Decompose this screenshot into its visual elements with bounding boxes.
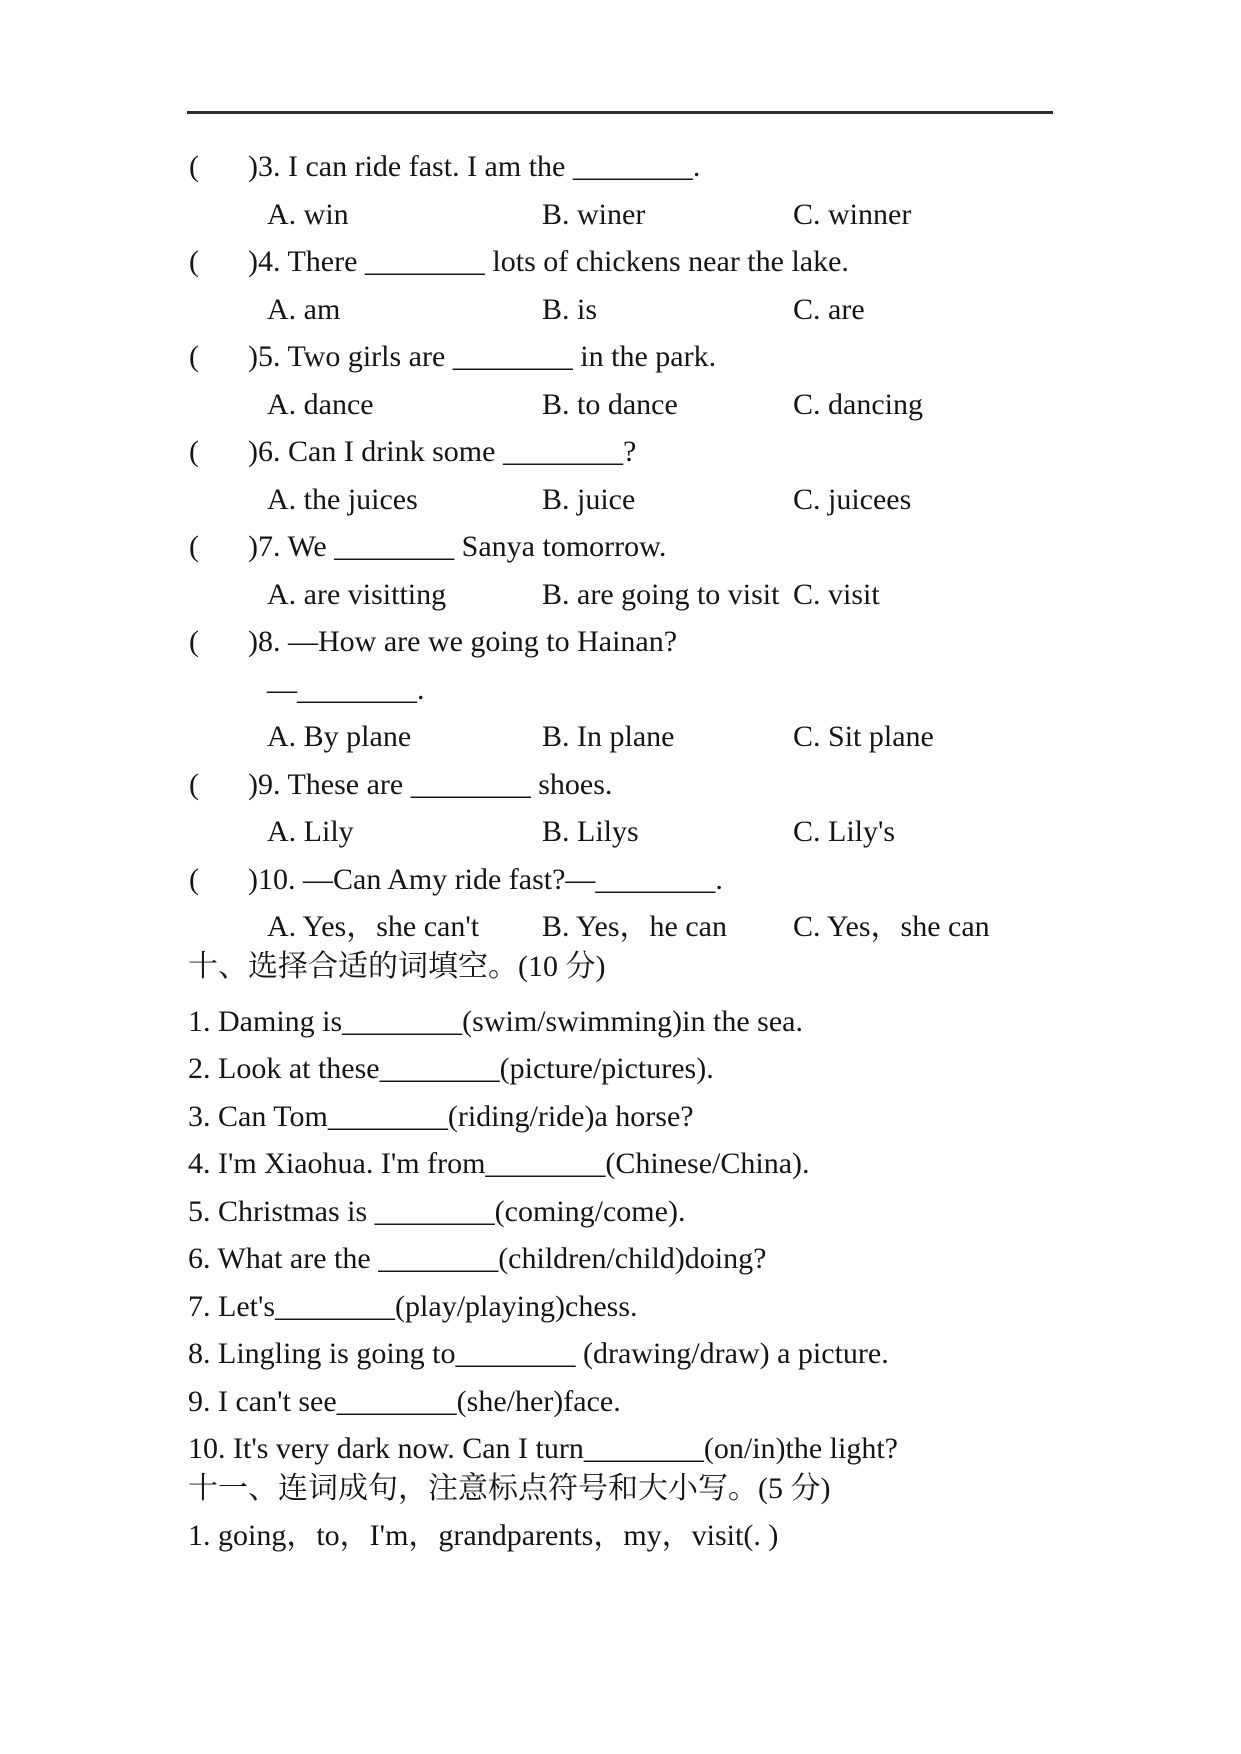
section-title: 十一、连词成句，注意标点符号和大小写。(5 分) bbox=[188, 1472, 831, 1505]
mc-options-5 bbox=[0, 388, 1241, 424]
mc-question-7 bbox=[0, 530, 1241, 566]
rearrange-item-1 bbox=[0, 1519, 1241, 1555]
option-a: A. the juices bbox=[267, 483, 418, 516]
rearrange-item-text: 1. going，to，I'm，grandparents，my，visit(. ) bbox=[188, 1519, 779, 1552]
fill-item-text: 10. It's very dark now. Can I turn________(on/in)the light? bbox=[188, 1432, 898, 1465]
answer-blank-line: —________. bbox=[267, 673, 425, 706]
question-stem: )3. I can ride fast. I am the ________. bbox=[248, 150, 701, 183]
mc-question-9 bbox=[0, 768, 1241, 804]
question-stem: )10. —Can Amy ride fast?—________. bbox=[248, 863, 723, 896]
option-b: B. juice bbox=[542, 483, 636, 516]
option-c: C. Lily's bbox=[793, 815, 896, 848]
fill-item-2 bbox=[0, 1052, 1241, 1088]
rearrange-section-heading bbox=[0, 1472, 1241, 1508]
mc-options-6 bbox=[0, 483, 1241, 519]
mc-options-10 bbox=[0, 910, 1241, 946]
mc-question-8 bbox=[0, 625, 1241, 661]
mc-question-10 bbox=[0, 863, 1241, 899]
option-c: C. dancing bbox=[793, 388, 923, 421]
section-title: 十、选择合适的词填空。(10 分) bbox=[188, 950, 606, 983]
option-a: A. By plane bbox=[267, 720, 412, 753]
answer-paren: ( bbox=[189, 768, 199, 801]
fill-item-text: 5. Christmas is ________(coming/come). bbox=[188, 1195, 686, 1228]
fill-item-text: 7. Let's________(play/playing)chess. bbox=[188, 1290, 638, 1323]
fill-item-4 bbox=[0, 1147, 1241, 1183]
mc-options-3 bbox=[0, 198, 1241, 234]
fill-item-text: 8. Lingling is going to________ (drawing/draw) a picture. bbox=[188, 1337, 889, 1370]
fill-item-5 bbox=[0, 1195, 1241, 1231]
option-b: B. winer bbox=[542, 198, 646, 231]
answer-paren: ( bbox=[189, 245, 199, 278]
answer-paren: ( bbox=[189, 625, 199, 658]
option-c: C. visit bbox=[793, 578, 880, 611]
fill-item-text: 1. Daming is________(swim/swimming)in the sea. bbox=[188, 1005, 803, 1038]
option-c: C. juicees bbox=[793, 483, 912, 516]
fill-item-text: 2. Look at these________(picture/pictures). bbox=[188, 1052, 714, 1085]
question-stem: )8. —How are we going to Hainan? bbox=[248, 625, 678, 658]
mc-question-8-answer-line bbox=[0, 673, 1241, 709]
fill-item-7 bbox=[0, 1290, 1241, 1326]
option-a: A. win bbox=[267, 198, 349, 231]
option-b: B. to dance bbox=[542, 388, 678, 421]
header-rule bbox=[187, 111, 1053, 114]
fill-section-heading bbox=[0, 950, 1241, 986]
option-b: B. is bbox=[542, 293, 598, 326]
mc-options-9 bbox=[0, 815, 1241, 851]
fill-item-text: 9. I can't see________(she/her)face. bbox=[188, 1385, 621, 1418]
option-a: A. Yes，she can't bbox=[267, 910, 480, 943]
fill-item-6 bbox=[0, 1242, 1241, 1278]
fill-item-1 bbox=[0, 1005, 1241, 1041]
option-c: C. Yes，she can bbox=[793, 910, 990, 943]
answer-paren: ( bbox=[189, 863, 199, 896]
mc-question-3 bbox=[0, 150, 1241, 186]
mc-options-8 bbox=[0, 720, 1241, 756]
option-c: C. are bbox=[793, 293, 865, 326]
answer-paren: ( bbox=[189, 530, 199, 563]
question-stem: )4. There ________ lots of chickens near the lake. bbox=[248, 245, 849, 278]
option-b: B. In plane bbox=[542, 720, 675, 753]
fill-item-3 bbox=[0, 1100, 1241, 1136]
mc-options-4 bbox=[0, 293, 1241, 329]
option-b: B. Lilys bbox=[542, 815, 639, 848]
mc-question-6 bbox=[0, 435, 1241, 471]
answer-paren: ( bbox=[189, 435, 199, 468]
option-a: A. Lily bbox=[267, 815, 354, 848]
fill-item-text: 3. Can Tom________(riding/ride)a horse? bbox=[188, 1100, 694, 1133]
question-stem: )5. Two girls are ________ in the park. bbox=[248, 340, 717, 373]
option-b: B. Yes，he can bbox=[542, 910, 727, 943]
fill-item-text: 4. I'm Xiaohua. I'm from________(Chinese/China). bbox=[188, 1147, 810, 1180]
option-c: C. winner bbox=[793, 198, 912, 231]
option-a: A. dance bbox=[267, 388, 374, 421]
fill-item-9 bbox=[0, 1385, 1241, 1421]
fill-item-text: 6. What are the ________(children/child)doing? bbox=[188, 1242, 767, 1275]
option-a: A. am bbox=[267, 293, 341, 326]
question-stem: )9. These are ________ shoes. bbox=[248, 768, 613, 801]
option-b: B. are going to visit bbox=[542, 578, 780, 611]
fill-item-8 bbox=[0, 1337, 1241, 1373]
mc-options-7 bbox=[0, 578, 1241, 614]
answer-paren: ( bbox=[189, 340, 199, 373]
mc-question-5 bbox=[0, 340, 1241, 376]
question-stem: )7. We ________ Sanya tomorrow. bbox=[248, 530, 667, 563]
answer-paren: ( bbox=[189, 150, 199, 183]
option-c: C. Sit plane bbox=[793, 720, 934, 753]
mc-question-4 bbox=[0, 245, 1241, 281]
option-a: A. are visitting bbox=[267, 578, 447, 611]
fill-item-10 bbox=[0, 1432, 1241, 1468]
question-stem: )6. Can I drink some ________? bbox=[248, 435, 637, 468]
